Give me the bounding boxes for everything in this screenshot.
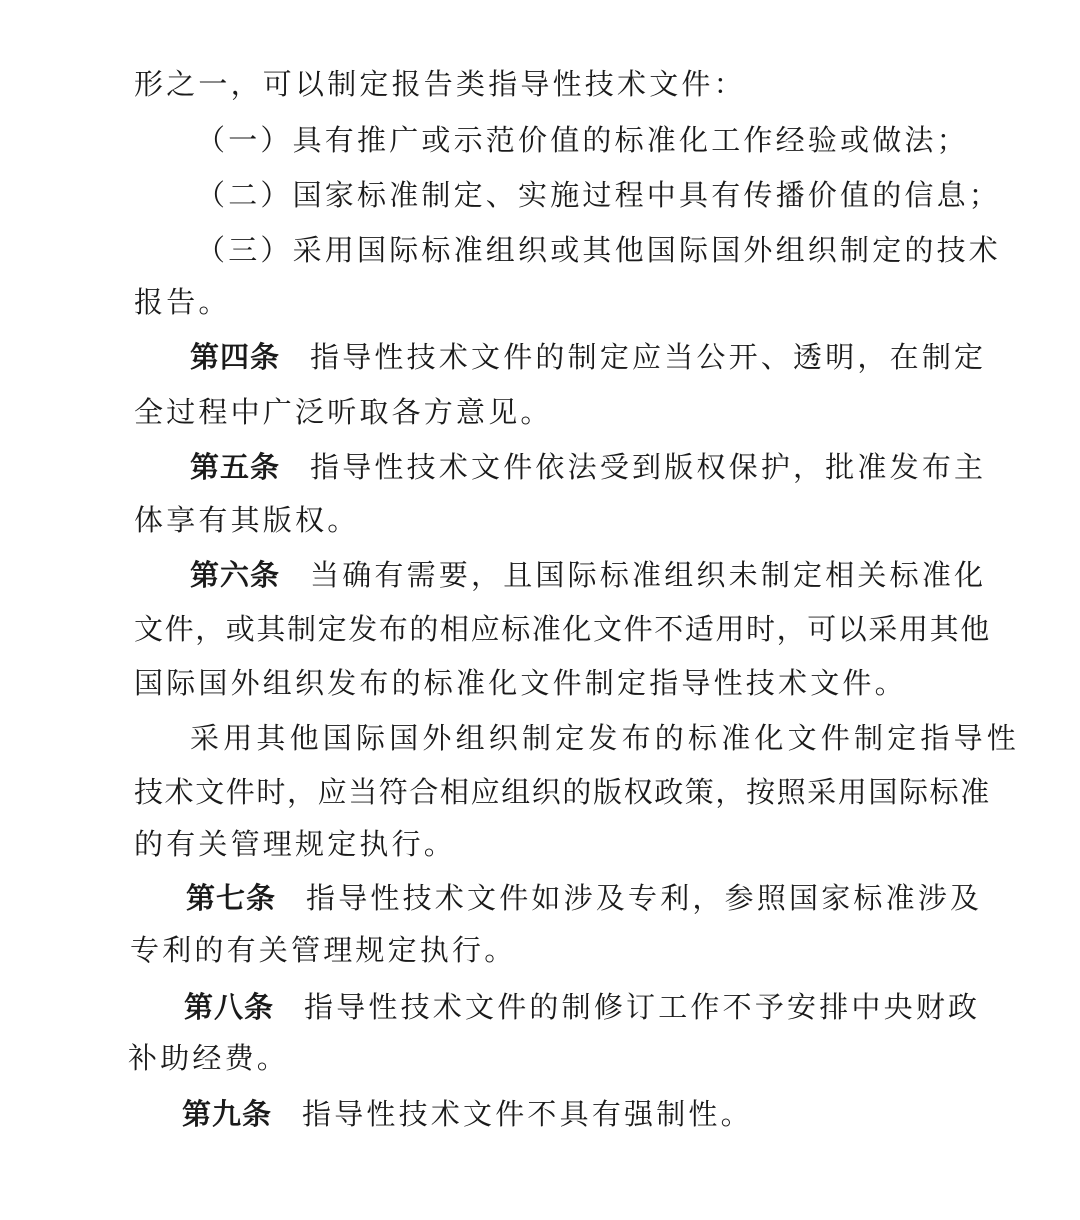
article-5: [190, 450, 987, 484]
text-line-report: 报告。: [134, 285, 231, 319]
list-item-1: （一）具有推广或示范价值的标准化工作经验或做法；: [196, 123, 969, 157]
article-6: [190, 558, 987, 592]
article-4: [190, 340, 987, 374]
article-heading: 第六条: [190, 558, 281, 592]
article-heading: 第九条: [182, 1097, 273, 1131]
article-text: 指导性技术文件不具有强制性。: [302, 1097, 753, 1131]
text-line-paragraph-cont-2: 的有关管理规定执行。: [134, 827, 457, 861]
article-text: 指导性技术文件如涉及专利，参照国家标准涉及: [306, 881, 983, 915]
article-heading: 第八条: [184, 990, 275, 1024]
article-text: 指导性技术文件的制定应当公开、透明，在制定: [310, 340, 987, 374]
text-line-article-4-cont: 全过程中广泛听取各方意见。: [134, 395, 553, 429]
article-9: [182, 1097, 753, 1131]
text-line-1: 形之一，可以制定报告类指导性技术文件：: [134, 67, 746, 101]
list-item-3: （三）采用国际标准组织或其他国际国外组织制定的技术: [196, 233, 1002, 267]
text-line-article-6-cont-1: 文件，或其制定发布的相应标准化文件不适用时，可以采用其他: [134, 612, 991, 646]
article-heading: 第四条: [190, 340, 281, 374]
text-line-paragraph-cont-1: 技术文件时，应当符合相应组织的版权政策，按照采用国际标准: [134, 775, 991, 809]
text-line-article-7-cont: 专利的有关管理规定执行。: [130, 933, 517, 967]
article-heading: 第七条: [186, 881, 277, 915]
text-line-paragraph-start: 采用其他国际国外组织制定发布的标准化文件制定指导性: [190, 721, 1021, 755]
article-heading: 第五条: [190, 450, 281, 484]
article-7: [186, 881, 983, 915]
text-line-article-8-cont: 补助经费。: [128, 1041, 290, 1075]
text-line-article-5-cont: 体享有其版权。: [134, 503, 360, 537]
article-text: 指导性技术文件的制修订工作不予安排中央财政: [304, 990, 981, 1024]
text-line-article-6-cont-2: 国际国外组织发布的标准化文件制定指导性技术文件。: [134, 666, 907, 700]
list-item-2: （二）国家标准制定、实施过程中具有传播价值的信息；: [196, 178, 1002, 212]
article-8: [184, 990, 981, 1024]
article-text: 指导性技术文件依法受到版权保护，批准发布主: [310, 450, 987, 484]
article-text: 当确有需要，且国际标准组织未制定相关标准化: [310, 558, 987, 592]
